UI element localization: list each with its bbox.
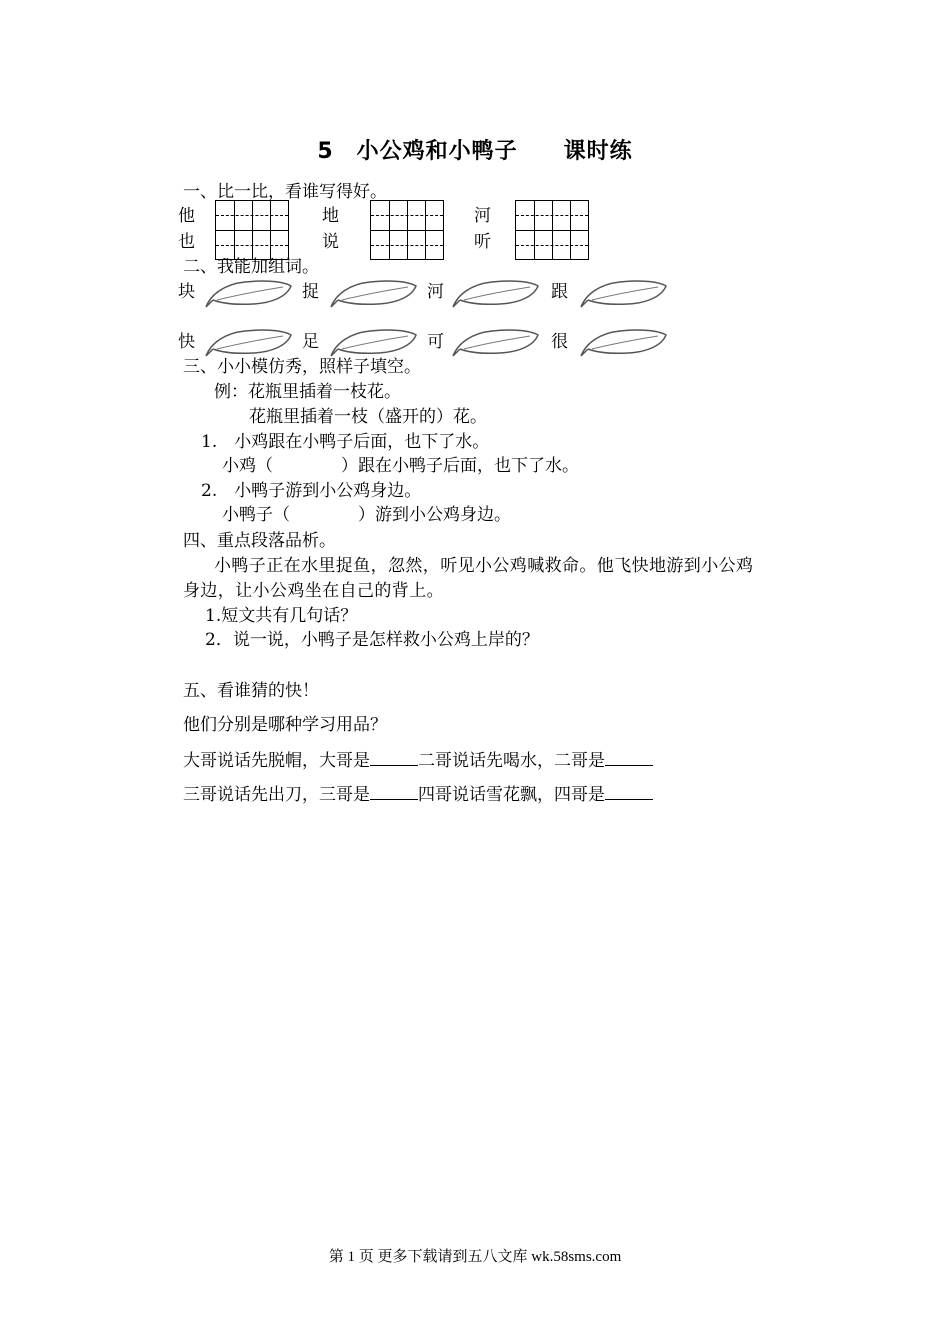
word-char: 跟	[551, 282, 568, 302]
passage-line: 身边，让小公鸡坐在自己的背上。	[183, 581, 444, 601]
riddle-intro: 他们分别是哪种学习用品？	[183, 715, 387, 735]
answer-blank[interactable]	[370, 749, 418, 766]
word-char: 可	[427, 332, 444, 352]
riddle-2: 二哥说话先喝水，二哥是	[418, 751, 605, 771]
char-label: 河	[474, 206, 491, 226]
char-label: 他	[178, 206, 195, 226]
page-footer: 第 1 页 更多下载请到五八文库 wk.58sms.com	[328, 1249, 622, 1265]
riddle-3: 三哥说话先出刀，三哥是	[183, 785, 370, 805]
answer-blank[interactable]	[605, 749, 653, 766]
example-sentence: 例：花瓶里插着一枝花。	[214, 382, 401, 402]
leaf-answer-box[interactable]	[578, 276, 668, 310]
word-char: 很	[551, 332, 568, 352]
question-1-fill[interactable]: 小鸡（ ）跟在小鸭子后面，也下了水。	[222, 456, 579, 476]
example-answer: 花瓶里插着一枝（盛开的）花。	[249, 407, 487, 427]
leaf-answer-box[interactable]	[450, 276, 540, 310]
answer-blank[interactable]	[370, 783, 418, 800]
word-char: 捉	[302, 282, 319, 302]
writing-grid[interactable]	[370, 200, 444, 260]
analysis-question: 2．说一说，小鸭子是怎样救小公鸡上岸的？	[205, 630, 539, 650]
leaf-answer-box[interactable]	[450, 325, 540, 359]
section-4-heading: 四、重点段落品析。	[183, 531, 336, 551]
writing-grid[interactable]	[215, 200, 289, 260]
section-3-heading: 三、小小模仿秀，照样子填空。	[183, 357, 421, 377]
riddle-line	[183, 780, 653, 805]
leaf-answer-box[interactable]	[203, 276, 293, 310]
word-char: 块	[178, 282, 195, 302]
riddle-1: 大哥说话先脱帽，大哥是	[183, 751, 370, 771]
char-label: 说	[322, 232, 339, 252]
question-1: 1. 小鸡跟在小鸭子后面，也下了水。	[201, 432, 490, 452]
leaf-answer-box[interactable]	[328, 276, 418, 310]
word-char: 快	[178, 332, 195, 352]
question-2-fill[interactable]: 小鸭子（ ）游到小公鸡身边。	[222, 505, 511, 525]
writing-grid[interactable]	[515, 200, 589, 260]
question-2: 2. 小鸭子游到小公鸡身边。	[201, 481, 422, 501]
section-5-heading: 五、看谁猜的快！	[183, 681, 319, 701]
word-char: 足	[302, 332, 319, 352]
riddle-4: 四哥说话雪花飘，四哥是	[418, 785, 605, 805]
riddle-line	[183, 746, 653, 771]
char-label: 也	[178, 232, 195, 252]
section-1-heading: 一、比一比，看谁写得好。	[183, 182, 387, 202]
char-label: 地	[322, 206, 339, 226]
char-label: 听	[474, 232, 491, 252]
answer-blank[interactable]	[605, 783, 653, 800]
word-char: 河	[427, 282, 444, 302]
analysis-question: 1.短文共有几句话？	[205, 606, 358, 626]
leaf-answer-box[interactable]	[578, 325, 668, 359]
page-title: 5 小公鸡和小鸭子 课时练	[317, 139, 633, 164]
section-2-heading: 二、我能加组词。	[183, 257, 319, 277]
passage-line: 小鸭子正在水里捉鱼，忽然，听见小公鸡喊救命。他飞快地游到小公鸡	[214, 556, 754, 576]
